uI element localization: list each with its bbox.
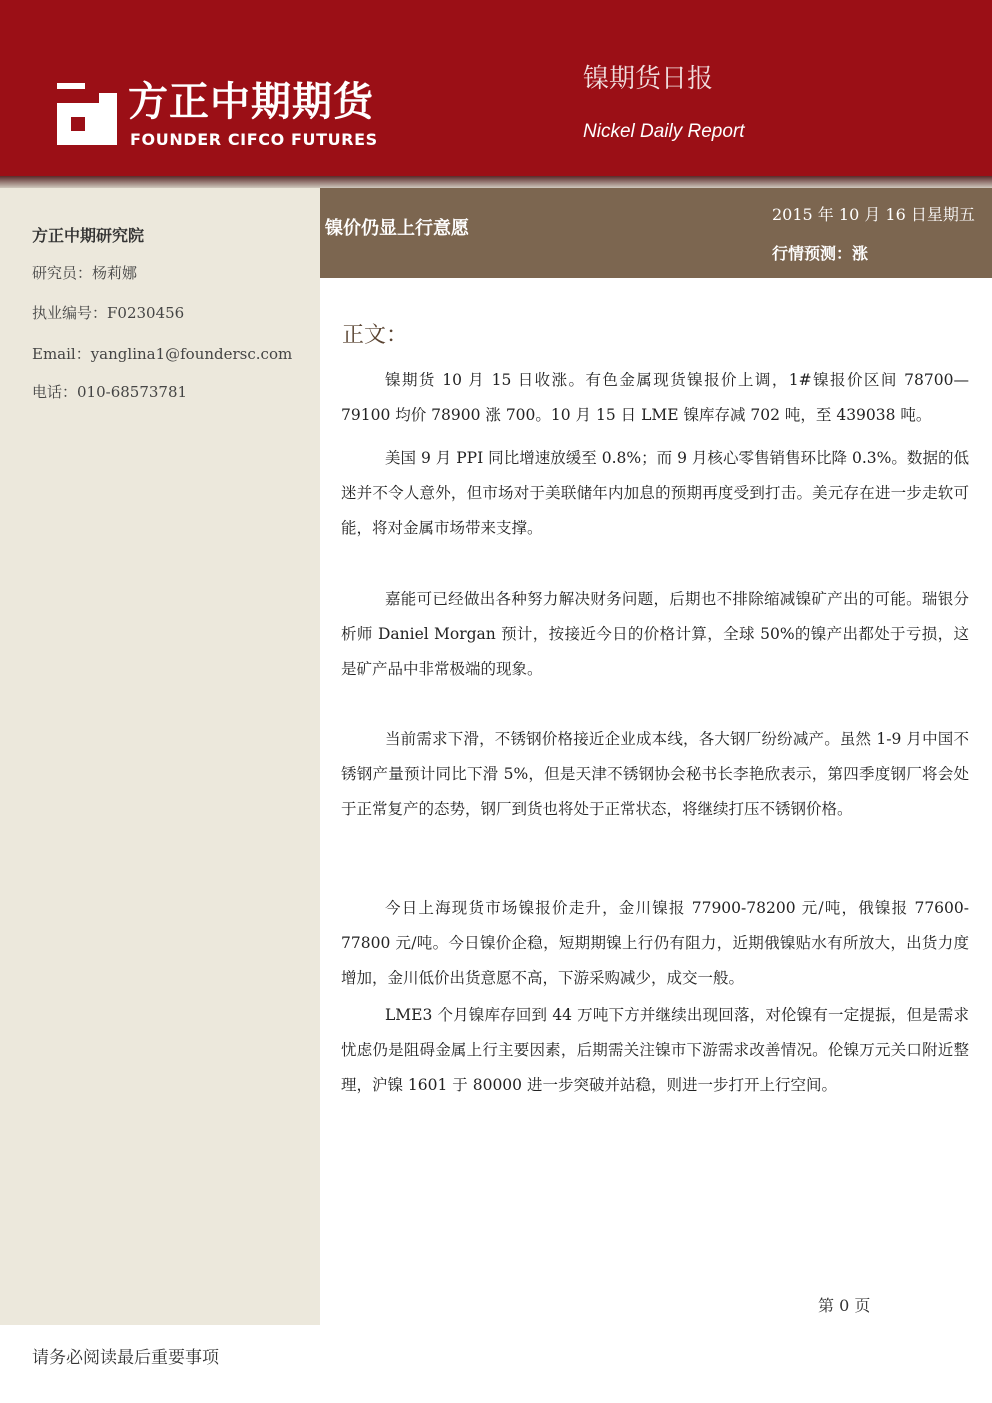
company-logo-en: FOUNDER CIFCO FUTURES xyxy=(130,130,378,149)
email-contact: Email：yanglina1@foundersc.com xyxy=(32,345,293,363)
body-paragraph: 镍期货 10 月 15 日收涨。有色金属现货镍报价上调，1#镍报价区间 78700—79100 均价 78900 涨 700。10 月 15 日 LME 镍库存减 702 吨，至 439038 吨。 xyxy=(341,371,969,424)
body-paragraph: 当前需求下滑，不锈钢价格接近企业成本线，各大钢厂纷纷减产。虽然 1-9 月中国不锈钢产量预计同比下滑 5%，但是天津不锈钢协会秘书长李艳欣表示，第四季度钢厂将会处于正常复产的态势，钢厂到货也将处于正常状态，将继续打压不锈钢价格。 xyxy=(341,730,969,818)
header-divider xyxy=(0,176,992,188)
page-number: 第 0 页 xyxy=(818,1296,871,1315)
report-headline: 镍价仍显上行意愿 xyxy=(325,218,469,239)
body-heading: 正文： xyxy=(342,323,409,348)
report-title-cn: 镍期货日报 xyxy=(583,64,714,94)
disclaimer-note: 请务必阅读最后重要事项 xyxy=(32,1348,219,1368)
body-paragraph: LME3 个月镍库存回到 44 万吨下方并继续出现回落，对伦镍有一定提振，但是需求忧虑仍是阻碍金属上行主要因素，后期需关注镍市下游需求改善情况。伦镍万元关口附近整理，沪镍 1601 于 80000 进一步突破并站稳，则进一步打开上行空间。 xyxy=(341,1006,969,1094)
founder-square-logo-icon xyxy=(55,83,119,147)
company-logo-cn: 方正中期期货 xyxy=(128,79,374,125)
report-date: 2015 年 10 月 16 日星期五 xyxy=(772,205,975,224)
analyst-name: 研究员：杨莉娜 xyxy=(32,264,138,282)
institute-name: 方正中期研究院 xyxy=(32,226,145,245)
report-title-en: Nickel Daily Report xyxy=(583,121,745,142)
body-paragraph: 嘉能可已经做出各种努力解决财务问题，后期也不排除缩减镍矿产出的可能。瑞银分析师 Daniel Morgan 预计，按接近今日的价格计算，全球 50%的镍产出都处于亏损，这是矿产品中非常极端的现象。 xyxy=(341,590,969,678)
body-paragraph: 美国 9 月 PPI 同比增速放缓至 0.8%；而 9 月核心零售销售环比降 0.3%。数据的低迷并不令人意外，但市场对于美联储年内加息的预期再度受到打击。美元存在进一步走软可能，将对金属市场带来支撑。 xyxy=(341,449,969,537)
license-number: 执业编号：F0230456 xyxy=(32,304,185,322)
market-forecast: 行情预测：涨 xyxy=(772,244,869,263)
body-paragraph: 今日上海现货市场镍报价走升，金川镍报 77900-78200 元/吨，俄镍报 77600-77800 元/吨。今日镍价企稳，短期期镍上行仍有阻力，近期俄镍贴水有所放大，出货力度增加，金川低价出货意愿不高，下游采购减少，成交一般。 xyxy=(341,899,969,987)
phone-contact: 电话：010-68573781 xyxy=(32,383,188,401)
